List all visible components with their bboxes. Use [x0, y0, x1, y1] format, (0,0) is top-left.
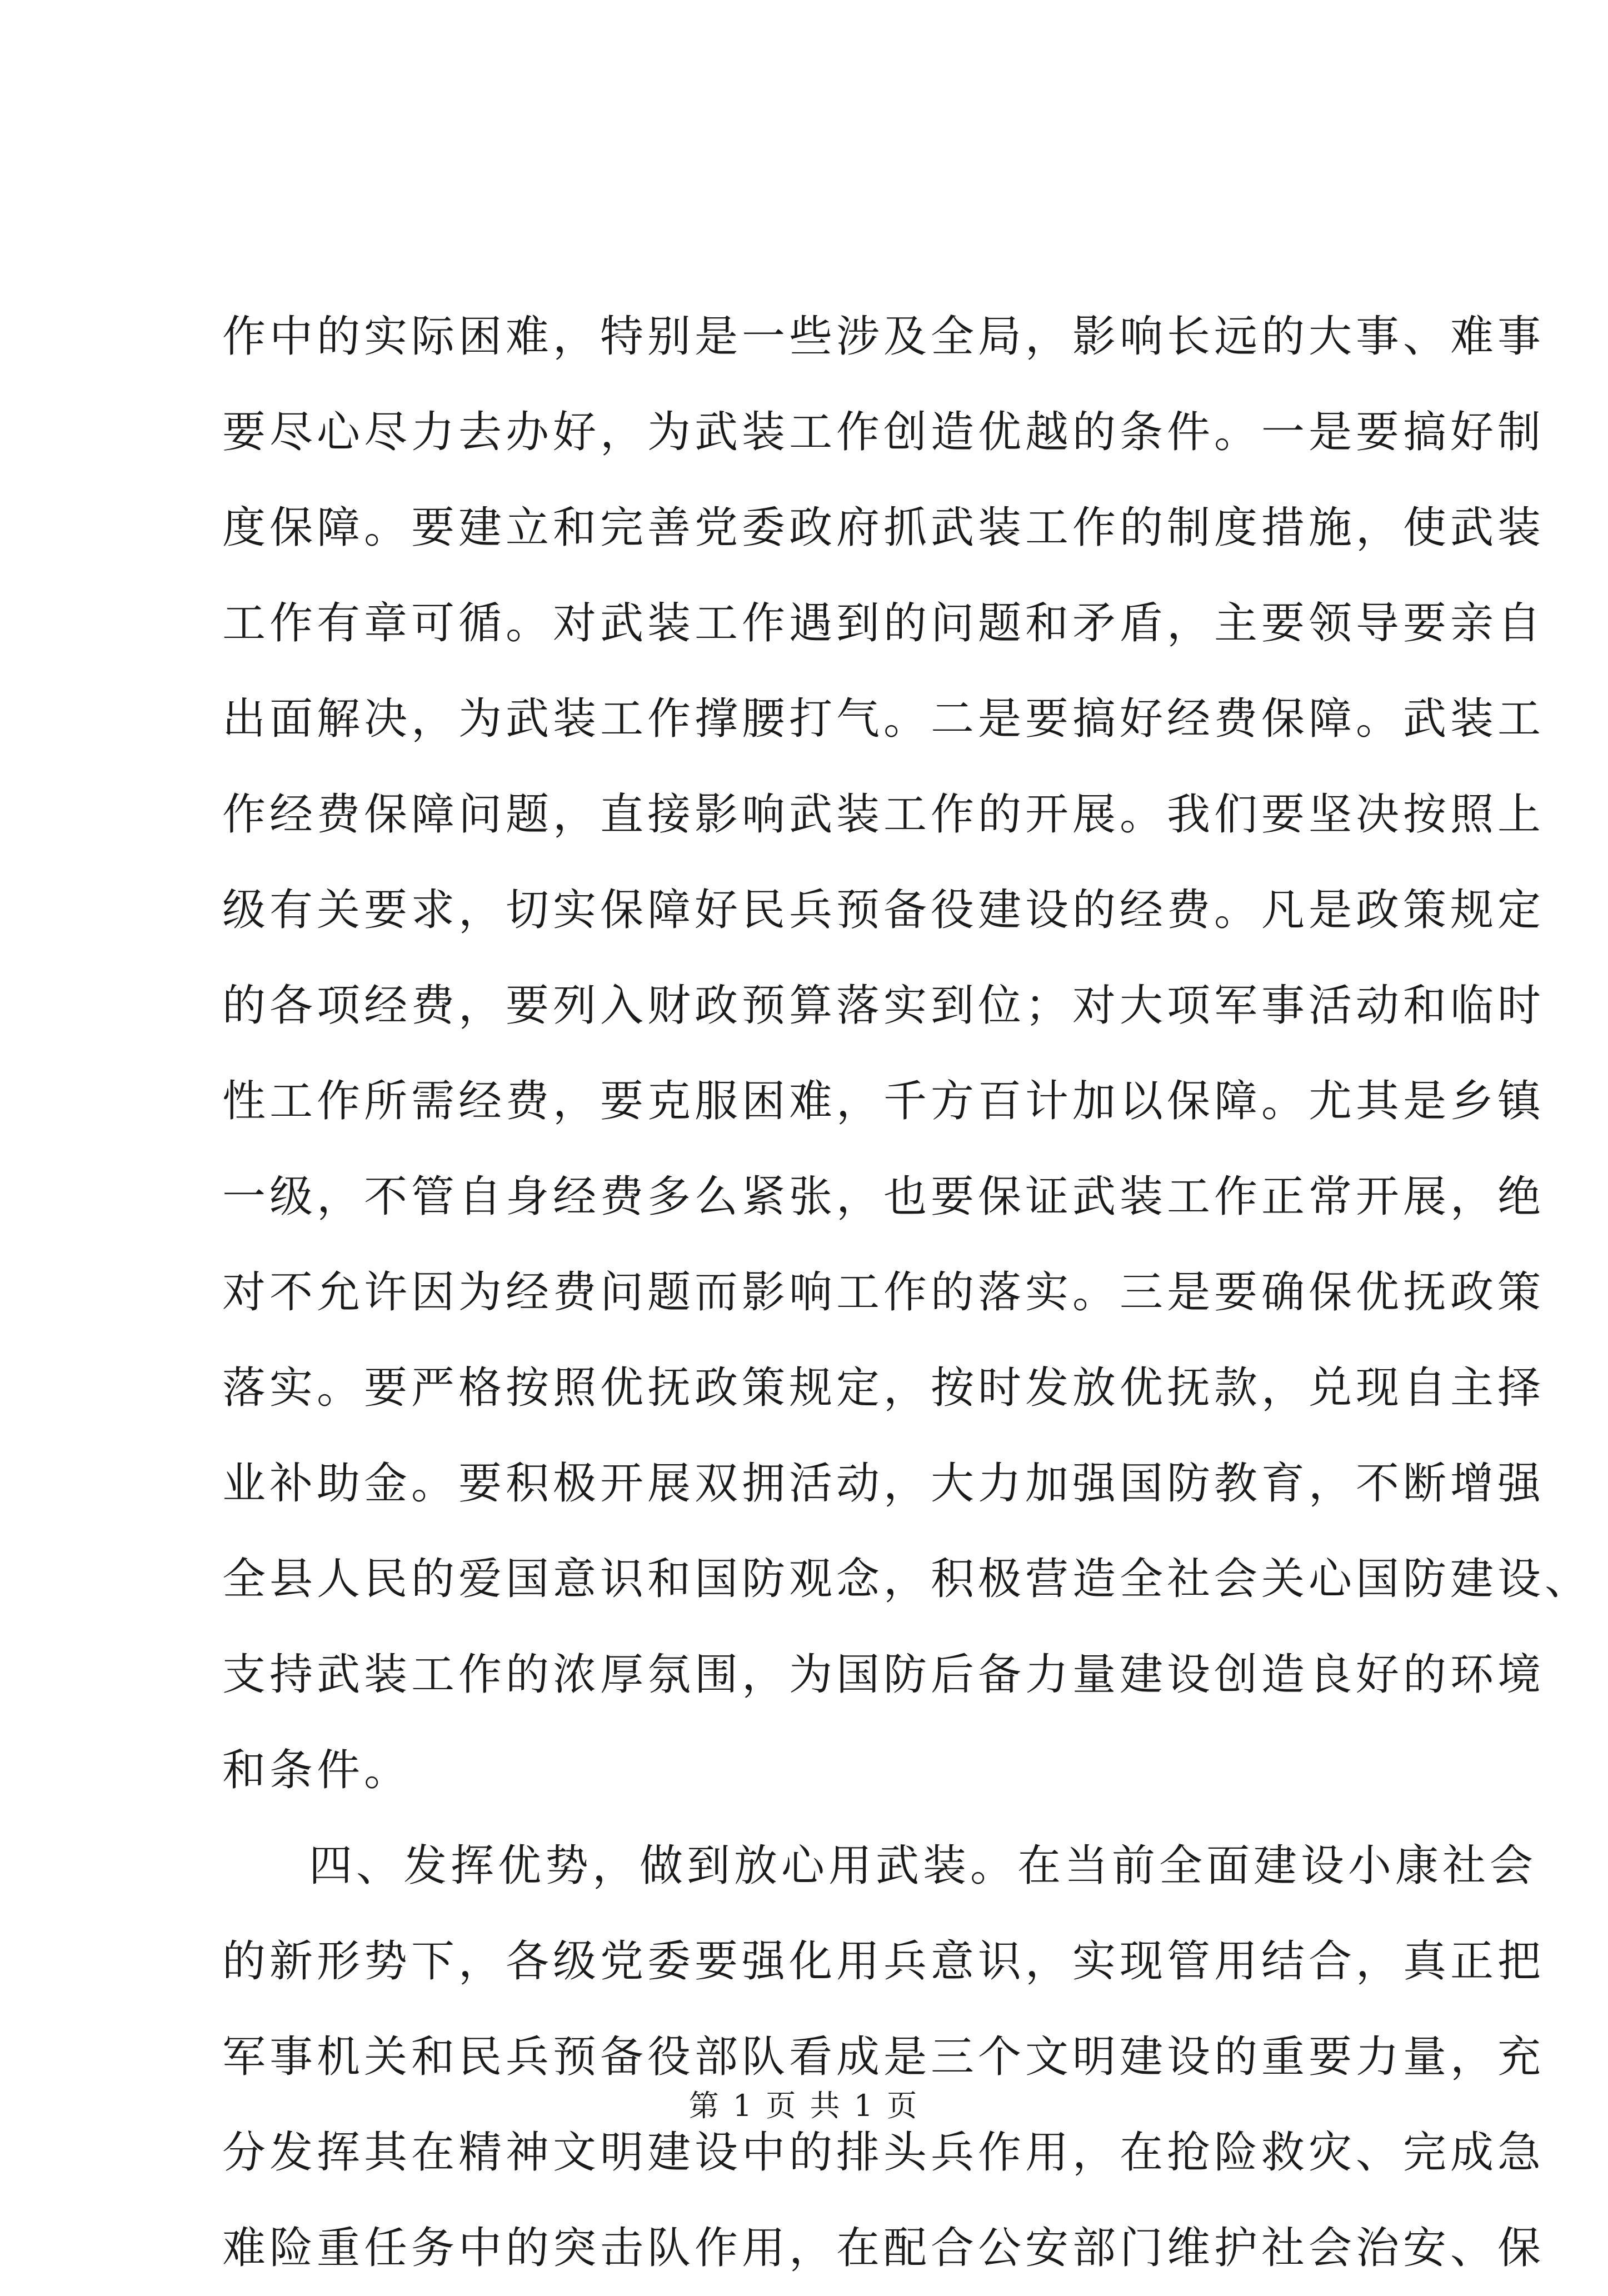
text-line-20: 分发挥其在精神文明建设中的排头兵作用，在抢险救灾、完成急	[222, 2128, 1545, 2178]
text-line-14: 全县人民的爱国意识和国防观念，积极营造全社会关心国防建设、	[222, 1554, 1592, 1604]
text-line-10: 一级，不管自身经费多么紧张，也要保证武装工作正常开展，绝	[222, 1172, 1545, 1222]
text-line-15: 支持武装工作的浓厚氛围，为国防后备力量建设创造良好的环境	[222, 1650, 1545, 1700]
text-line-11: 对不允许因为经费问题而影响工作的落实。三是要确保优抚政策	[222, 1267, 1545, 1317]
text-line-21: 难险重任务中的突击队作用，在配合公安部门维护社会治安、保	[222, 2223, 1545, 2273]
text-line-17: 四、发挥优势，做到放心用武装。在当前全面建设小康社会	[309, 1841, 1537, 1891]
page-footer	[0, 2084, 1608, 2128]
text-line-12: 落实。要严格按照优抚政策规定，按时发放优抚款，兑现自主择	[222, 1363, 1545, 1413]
text-line-3: 度保障。要建立和完善党委政府抓武装工作的制度措施，使武装	[222, 503, 1545, 553]
text-line-9: 性工作所需经费，要克服困难，千方百计加以保障。尤其是乡镇	[222, 1076, 1545, 1126]
text-line-7: 级有关要求，切实保障好民兵预备役建设的经费。凡是政策规定	[222, 885, 1545, 935]
text-line-5: 出面解决，为武装工作撑腰打气。二是要搞好经费保障。武装工	[222, 694, 1545, 744]
text-line-4: 工作有章可循。对武装工作遇到的问题和矛盾，主要领导要亲自	[222, 598, 1545, 648]
text-line-8: 的各项经费，要列入财政预算落实到位；对大项军事活动和临时	[222, 981, 1545, 1031]
page-number-label: 第 1 页 共 1 页	[688, 2088, 920, 2123]
text-line-6: 作经费保障问题，直接影响武装工作的开展。我们要坚决按照上	[222, 790, 1545, 840]
text-line-13: 业补助金。要积极开展双拥活动，大力加强国防教育，不断增强	[222, 1459, 1545, 1509]
text-line-2: 要尽心尽力去办好，为武装工作创造优越的条件。一是要搞好制	[222, 407, 1545, 457]
text-line-19: 军事机关和民兵预备役部队看成是三个文明建设的重要力量，充	[222, 2032, 1545, 2082]
body-text	[222, 289, 1592, 2296]
text-line-18: 的新形势下，各级党委要强化用兵意识，实现管用结合，真正把	[222, 1936, 1545, 1986]
text-line-1: 作中的实际困难，特别是一些涉及全局，影响长远的大事、难事	[222, 312, 1545, 362]
text-line-16: 和条件。	[222, 1745, 412, 1795]
